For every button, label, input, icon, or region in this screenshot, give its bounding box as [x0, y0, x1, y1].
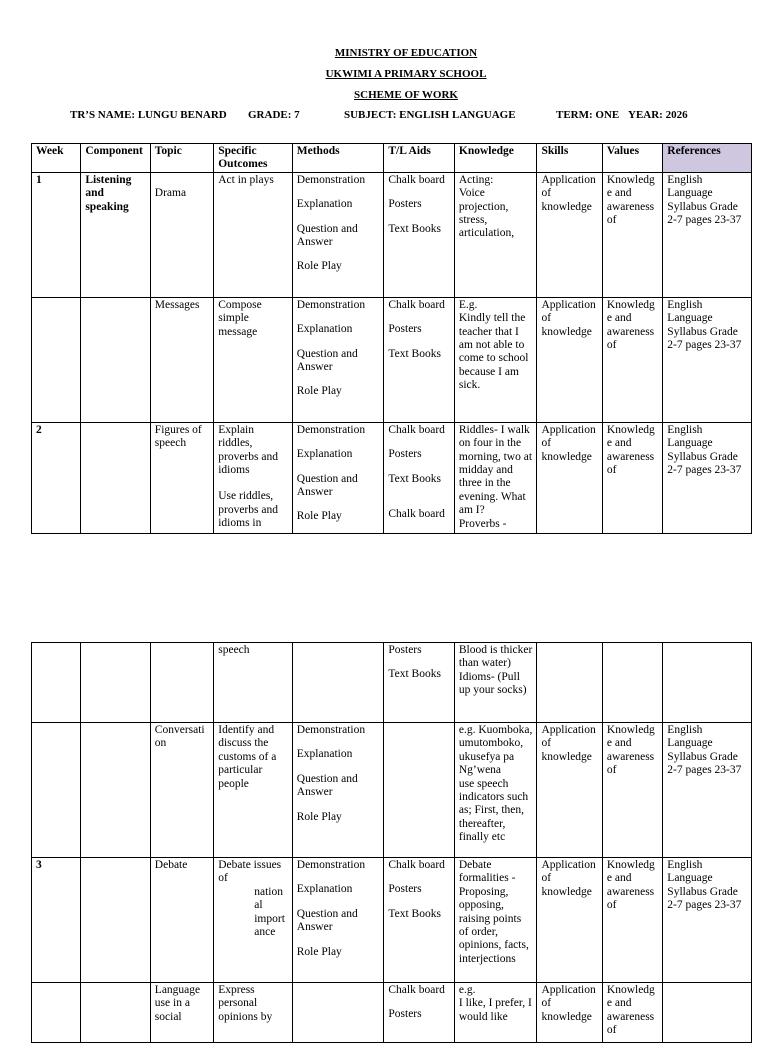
aid-item: Text Books — [388, 668, 441, 681]
aid-item: Posters — [388, 883, 422, 896]
col-aids: T/L Aids — [384, 144, 454, 173]
outcomes-cell — [214, 422, 293, 533]
methods-cell — [292, 422, 384, 533]
outcome-text: Debate issues of — [218, 859, 282, 885]
aid-item: Chalk board — [388, 423, 445, 436]
topic-cell: Messages — [150, 297, 213, 422]
values-cell: Knowledge and awareness of — [602, 297, 662, 422]
method-item: Role Play — [296, 810, 342, 823]
references-cell: English Language Syllabus Grade 2-7 pages 23-37 — [663, 297, 752, 422]
table-row — [32, 172, 752, 297]
aids-cell — [384, 723, 454, 858]
col-skills: Skills — [537, 144, 602, 173]
grade: GRADE: 7 — [248, 109, 300, 121]
methods-cell — [292, 297, 384, 422]
methods-cell — [292, 172, 384, 297]
col-values: Values — [602, 144, 662, 173]
method-item: Question and Answer — [296, 347, 358, 374]
scheme-table-page2 — [31, 642, 752, 1043]
topic-cell: Figures of speech — [150, 422, 213, 533]
topic-text: Drama — [154, 186, 187, 199]
outcomes-cell: Express personal opinions by — [214, 983, 293, 1043]
week-cell — [32, 723, 81, 858]
table-row — [32, 422, 752, 533]
aids-cell — [384, 983, 454, 1043]
knowledge-cell: e.g. Kuomboka, umutomboko, ukusefya pa Ng’wena use speech indicators such as; First, then, thereafter, finally etc — [454, 723, 537, 858]
method-item: Demonstration — [296, 859, 366, 871]
aids-cell — [384, 172, 454, 297]
col-outcomes: Specific Outcomes — [214, 144, 293, 173]
skills-cell: Application of knowledge — [537, 858, 602, 983]
knowledge-cell: e.g. I like, I prefer, I would like — [454, 983, 537, 1043]
references-cell — [663, 643, 752, 723]
outcomes-cell: Identify and discuss the customs of a particular people — [214, 723, 293, 858]
scheme-table-page1 — [31, 143, 752, 534]
skills-cell: Application of knowledge — [537, 297, 602, 422]
method-item: Demonstration — [296, 298, 366, 311]
outcome-text: Use riddles, proverbs and idioms in — [218, 490, 278, 530]
method-item: Role Play — [296, 945, 342, 958]
references-cell: English Language Syllabus Grade 2-7 pages 23-37 — [663, 858, 752, 983]
component-cell: Listening and speaking — [81, 172, 150, 297]
aid-item: Posters — [388, 323, 422, 336]
references-cell: English Language Syllabus Grade 2-7 pages 23-37 — [663, 172, 752, 297]
aid-item: Posters — [388, 198, 422, 211]
table-row — [32, 723, 752, 858]
knowledge-cell: E.g. Kindly tell the teacher that I am not able to come to school because I am sick. — [454, 297, 537, 422]
method-item: Explanation — [296, 883, 353, 896]
aids-cell — [384, 297, 454, 422]
references-cell: English Language Syllabus Grade 2-7 pages 23-37 — [663, 723, 752, 858]
method-item: Role Play — [296, 385, 342, 398]
values-cell: Knowledge and awareness of — [602, 172, 662, 297]
values-cell: Knowledge and awareness of — [602, 723, 662, 858]
aid-item: Text Books — [388, 907, 441, 920]
subject: SUBJECT: ENGLISH LANGUAGE — [344, 109, 516, 121]
outcomes-cell — [214, 858, 293, 983]
methods-cell — [292, 858, 384, 983]
col-component: Component — [81, 144, 150, 173]
topic-cell — [150, 172, 213, 297]
col-topic: Topic — [150, 144, 213, 173]
outcome-text: national importance — [254, 885, 285, 939]
skills-cell: Application of knowledge — [537, 422, 602, 533]
method-item: Question and Answer — [296, 907, 358, 934]
col-knowledge: Knowledge — [454, 144, 537, 173]
values-cell: Knowledge and awareness of — [602, 983, 662, 1043]
method-item: Role Play — [296, 260, 342, 273]
topic-cell: Conversation — [150, 723, 213, 858]
aids-cell — [384, 858, 454, 983]
outcome-text: Explain riddles, proverbs and idioms — [218, 423, 278, 477]
aid-item: Text Books — [388, 347, 441, 360]
component-cell — [81, 297, 150, 422]
methods-cell — [292, 643, 384, 723]
outcomes-cell: speech — [214, 643, 293, 723]
aid-item: Posters — [388, 448, 422, 461]
table-row — [32, 297, 752, 422]
table-row — [32, 983, 752, 1043]
school-heading: UKWIMI A PRIMARY SCHOOL — [325, 68, 487, 80]
knowledge-cell: Blood is thicker than water) Idioms- (Pull up your socks) — [454, 643, 537, 723]
aid-item: Chalk board — [388, 298, 445, 311]
aid-item: Text Books — [388, 472, 441, 485]
method-item: Demonstration — [296, 173, 366, 186]
week-cell: 3 — [32, 858, 81, 983]
week-cell: 1 — [32, 172, 81, 297]
aid-item: Chalk board — [388, 508, 445, 521]
week-cell — [32, 643, 81, 723]
aid-item: Posters — [388, 1008, 422, 1021]
values-cell — [602, 643, 662, 723]
knowledge-cell: Debate formalities -Proposing, opposing, raising points of order, opinions, facts, interjections — [454, 858, 537, 983]
aid-item: Posters — [388, 644, 422, 656]
col-references: References — [663, 144, 752, 173]
skills-cell: Application of knowledge — [537, 983, 602, 1043]
method-item: Demonstration — [296, 724, 366, 736]
method-item: Explanation — [296, 748, 353, 761]
method-item: Role Play — [296, 510, 342, 523]
aid-item: Chalk board — [388, 859, 445, 871]
document-title: SCHEME OF WORK — [354, 89, 458, 101]
col-week: Week — [32, 144, 81, 173]
methods-cell — [292, 723, 384, 858]
skills-cell — [537, 643, 602, 723]
method-item: Explanation — [296, 198, 353, 211]
table-header-row — [32, 144, 752, 173]
week-cell — [32, 297, 81, 422]
year: YEAR: 2026 — [628, 109, 688, 121]
aid-item: Chalk board — [388, 173, 445, 186]
outcomes-cell: Act in plays — [214, 172, 293, 297]
component-cell — [81, 422, 150, 533]
component-cell — [81, 643, 150, 723]
aid-item: Chalk board — [388, 984, 445, 996]
component-cell — [81, 983, 150, 1043]
method-item: Explanation — [296, 448, 353, 461]
method-item: Question and Answer — [296, 472, 358, 499]
teacher-name: TR’S NAME: LUNGU BENARD — [70, 109, 227, 121]
aids-cell — [384, 422, 454, 533]
term: TERM: ONE — [556, 109, 620, 121]
table-row — [32, 858, 752, 983]
table-row — [32, 643, 752, 723]
component-cell — [81, 858, 150, 983]
outcomes-cell: Compose simple message — [214, 297, 293, 422]
knowledge-cell: Riddles- I walk on four in the morning, two at midday and three in the evening. What am I? Proverbs - — [454, 422, 537, 533]
topic-cell: Language use in a social — [150, 983, 213, 1043]
methods-cell — [292, 983, 384, 1043]
references-cell — [663, 983, 752, 1043]
method-item: Question and Answer — [296, 222, 358, 249]
week-cell — [32, 983, 81, 1043]
col-methods: Methods — [292, 144, 384, 173]
references-cell: English Language Syllabus Grade 2-7 pages 23-37 — [663, 422, 752, 533]
skills-cell: Application of knowledge — [537, 723, 602, 858]
topic-cell — [150, 643, 213, 723]
knowledge-cell: Acting: Voice projection, stress, articulation, — [454, 172, 537, 297]
ministry-heading: MINISTRY OF EDUCATION — [334, 47, 478, 59]
method-item: Demonstration — [296, 423, 366, 436]
week-cell: 2 — [32, 422, 81, 533]
aid-item: Text Books — [388, 222, 441, 235]
values-cell: Knowledge and awareness of — [602, 858, 662, 983]
method-item: Explanation — [296, 323, 353, 336]
aids-cell — [384, 643, 454, 723]
skills-cell: Application of knowledge — [537, 172, 602, 297]
values-cell: Knowledge and awareness of — [602, 422, 662, 533]
topic-cell: Debate — [150, 858, 213, 983]
method-item: Question and Answer — [296, 772, 358, 799]
component-cell — [81, 723, 150, 858]
